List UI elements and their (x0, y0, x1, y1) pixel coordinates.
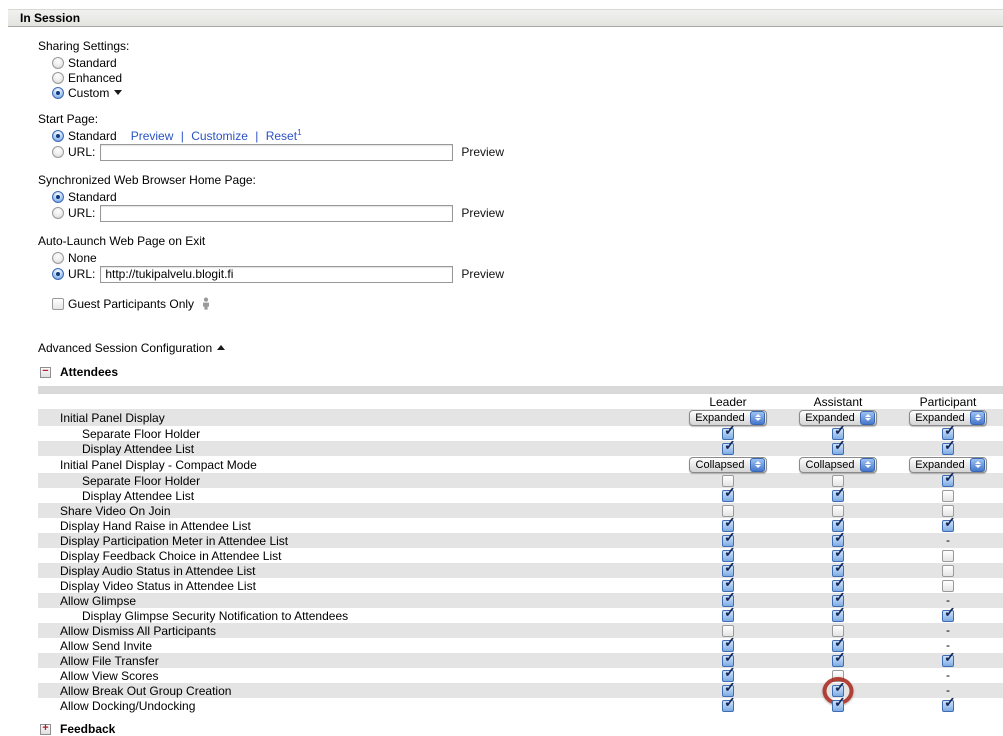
not-applicable-dash: - (946, 668, 950, 682)
attendees-row (38, 426, 1003, 441)
row-label: Initial Panel Display (60, 410, 165, 425)
attendees-row (38, 593, 1003, 608)
attendees-row (38, 563, 1003, 578)
row-label: Display Audio Status in Attendee List (60, 563, 256, 578)
row-label: Display Feedback Choice in Attendee List (60, 548, 282, 563)
row-label: Display Attendee List (82, 488, 195, 503)
attendees-row (38, 638, 1003, 653)
row-label: Allow View Scores (60, 668, 159, 683)
preview-link[interactable]: Preview (130, 129, 174, 143)
cell-participant (893, 533, 1003, 548)
checkbox-checked[interactable] (832, 490, 844, 502)
guest-participants-row[interactable] (52, 296, 1003, 311)
cell-leader (673, 700, 783, 712)
radio-label: Standard (68, 189, 117, 204)
cell-assistant (783, 700, 893, 712)
radio-autolaunch-none[interactable] (52, 250, 1003, 265)
radio-sharing-enhanced[interactable] (52, 70, 1003, 85)
row-label: Display Video Status in Attendee List (60, 578, 256, 593)
radio-icon-selected[interactable] (52, 268, 64, 280)
row-label: Allow Docking/Undocking (60, 698, 196, 713)
not-applicable-dash: - (946, 593, 950, 607)
attendees-rows (38, 409, 1003, 713)
table-top-bar (38, 386, 1003, 394)
radio-sharing-standard[interactable] (52, 55, 1003, 70)
table-header-row (38, 395, 1003, 409)
auto-launch-label: Auto-Launch Web Page on Exit (38, 234, 206, 248)
checkbox-checked[interactable] (832, 700, 844, 712)
link-separator: | (255, 129, 259, 143)
radio-sync-url[interactable] (52, 204, 1003, 222)
checkbox-checked[interactable] (942, 655, 954, 667)
cell-assistant (783, 655, 893, 667)
radio-sync-standard[interactable] (52, 189, 1003, 204)
checkbox-checked[interactable] (722, 610, 734, 622)
advanced-session-configuration-label: Advanced Session Configuration (38, 340, 213, 355)
attendees-row (38, 488, 1003, 503)
attendees-table (38, 386, 1003, 713)
checkbox-checked[interactable] (832, 655, 844, 667)
cell-leader (673, 457, 783, 473)
attendees-row (38, 518, 1003, 533)
reset-footnote-marker: 1 (297, 128, 302, 137)
cell-participant (893, 550, 1003, 562)
stepper-arrows-icon (750, 458, 765, 472)
attendees-section-header (40, 365, 1003, 379)
stepper-arrows-icon (970, 458, 985, 472)
cell-participant (893, 655, 1003, 667)
attendees-row (38, 578, 1003, 593)
radio-sharing-custom[interactable] (52, 85, 1003, 100)
select-value: Expanded (915, 458, 965, 471)
preview-button[interactable]: Preview (461, 267, 505, 281)
row-label: Allow Break Out Group Creation (60, 683, 232, 698)
attendees-row (38, 668, 1003, 683)
attendees-row (38, 503, 1003, 518)
checkbox-unchecked[interactable] (942, 490, 954, 502)
cell-leader (673, 443, 783, 455)
url-label: URL: (68, 267, 96, 281)
checkbox-checked[interactable] (722, 700, 734, 712)
attendees-row (38, 548, 1003, 563)
cell-participant (893, 668, 1003, 683)
radio-icon-selected[interactable] (52, 87, 64, 99)
cell-assistant (783, 490, 893, 502)
checkbox-checked[interactable] (942, 475, 954, 487)
start-page-url-input[interactable] (100, 144, 453, 161)
cell-participant (893, 700, 1003, 712)
attendees-row (38, 533, 1003, 548)
radio-icon[interactable] (52, 146, 64, 158)
checkbox-checked[interactable] (832, 610, 844, 622)
preview-button[interactable]: Preview (461, 145, 505, 159)
not-applicable-dash: - (946, 638, 950, 652)
checkbox-checked[interactable] (722, 490, 734, 502)
attendees-row (38, 473, 1003, 488)
radio-label: Standard (68, 55, 117, 70)
link-separator: | (180, 129, 184, 143)
cell-participant (893, 580, 1003, 592)
stepper-arrows-icon (860, 411, 875, 425)
cell-leader (673, 490, 783, 502)
row-label: Display Glimpse Security Notification to Attendees (82, 608, 349, 623)
checkbox-checked[interactable] (832, 443, 844, 455)
advanced-session-configuration-toggle[interactable] (38, 340, 1003, 355)
auto-launch-url-input[interactable] (100, 266, 453, 283)
cell-participant (893, 565, 1003, 577)
attendees-row (38, 456, 1003, 473)
select-value: Collapsed (805, 458, 855, 471)
chevron-down-icon[interactable] (114, 90, 122, 95)
cell-participant (893, 490, 1003, 502)
feedback-section-header (40, 722, 1003, 736)
cell-assistant (783, 610, 893, 622)
stepper-arrows-icon (750, 411, 765, 425)
row-label: Share Video On Join (60, 503, 171, 518)
row-label: Display Participation Meter in Attendee List (60, 533, 289, 548)
column-header-participant: Participant (919, 395, 977, 409)
cell-participant (893, 443, 1003, 455)
page-title: In Session (20, 11, 81, 25)
row-label: Allow Dismiss All Participants (60, 623, 217, 638)
start-page-label: Start Page: (38, 112, 99, 126)
sharing-settings-label: Sharing Settings: (38, 39, 130, 53)
column-header-assistant: Assistant (813, 395, 863, 409)
select-value: Expanded (695, 411, 745, 424)
radio-label: Standard (68, 128, 117, 143)
collapse-minus-icon[interactable] (40, 367, 51, 378)
url-label: URL: (68, 206, 96, 220)
checkbox-checked[interactable] (942, 520, 954, 532)
stepper-arrows-icon (970, 411, 985, 425)
customize-link[interactable]: Customize (191, 129, 248, 143)
radio-icon-selected[interactable] (52, 130, 64, 142)
sync-browser-label: Synchronized Web Browser Home Page: (38, 173, 256, 187)
radio-start-url[interactable] (52, 143, 1003, 161)
column-header-leader: Leader (709, 395, 747, 409)
attendees-row (38, 441, 1003, 456)
radio-icon-selected[interactable] (52, 191, 64, 203)
panel-display-select[interactable] (689, 457, 767, 473)
preview-button[interactable]: Preview (461, 206, 505, 220)
select-value: Expanded (805, 411, 855, 424)
attendees-row (38, 683, 1003, 698)
row-label: Allow Glimpse (60, 593, 137, 608)
not-applicable-dash: - (946, 683, 950, 697)
chevron-up-icon[interactable] (217, 345, 225, 350)
checkbox-checked[interactable] (942, 610, 954, 622)
row-label: Allow Send Invite (60, 638, 153, 653)
select-value: Expanded (915, 411, 965, 424)
in-session-settings-page (0, 9, 1003, 736)
radio-label: Enhanced (68, 70, 123, 85)
checkbox-unchecked[interactable] (942, 580, 954, 592)
attendees-row (38, 623, 1003, 638)
stepper-arrows-icon (860, 458, 875, 472)
radio-icon[interactable] (52, 207, 64, 219)
panel-display-select[interactable] (799, 457, 877, 473)
checkbox-checked[interactable] (722, 443, 734, 455)
row-label: Separate Floor Holder (82, 473, 201, 488)
row-label: Display Attendee List (82, 441, 195, 456)
attendees-row (38, 653, 1003, 668)
not-applicable-dash: - (946, 623, 950, 637)
checkbox-unchecked[interactable] (942, 550, 954, 562)
guest-participants-label: Guest Participants Only (68, 296, 195, 311)
sync-browser-url-input[interactable] (100, 205, 453, 222)
url-label: URL: (68, 145, 96, 159)
attendees-row (38, 698, 1003, 713)
start-page-links (131, 128, 302, 143)
radio-icon[interactable] (52, 72, 64, 84)
checkbox-unchecked[interactable] (52, 298, 64, 310)
attendees-row (38, 608, 1003, 623)
cell-leader (673, 610, 783, 622)
cell-participant (893, 610, 1003, 622)
select-value: Collapsed (695, 458, 745, 471)
row-label: Display Hand Raise in Attendee List (60, 518, 251, 533)
radio-label: Custom (68, 85, 110, 100)
not-applicable-dash: - (946, 533, 950, 547)
cell-participant (893, 475, 1003, 487)
attendees-section-label: Attendees (60, 365, 119, 379)
row-label: Initial Panel Display - Compact Mode (60, 457, 257, 472)
checkbox-checked[interactable] (942, 443, 954, 455)
row-label: Allow File Transfer (60, 653, 159, 668)
attendees-row (38, 409, 1003, 426)
radio-start-standard[interactable] (52, 128, 1003, 143)
radio-icon[interactable] (52, 57, 64, 69)
cell-assistant (783, 457, 893, 473)
feedback-section-label: Feedback (60, 722, 116, 736)
in-session-header (8, 9, 1003, 27)
radio-label: None (68, 250, 97, 265)
cell-assistant (783, 443, 893, 455)
checkbox-checked[interactable] (942, 700, 954, 712)
checkbox-unchecked[interactable] (942, 565, 954, 577)
row-label: Separate Floor Holder (82, 426, 201, 441)
cell-participant (893, 520, 1003, 532)
expand-plus-icon[interactable] (40, 724, 51, 735)
guest-person-icon (201, 297, 211, 310)
reset-link[interactable]: Reset$^1$ (265, 128, 302, 143)
cell-participant (893, 623, 1003, 638)
radio-icon[interactable] (52, 252, 64, 264)
radio-autolaunch-url[interactable] (52, 265, 1003, 283)
